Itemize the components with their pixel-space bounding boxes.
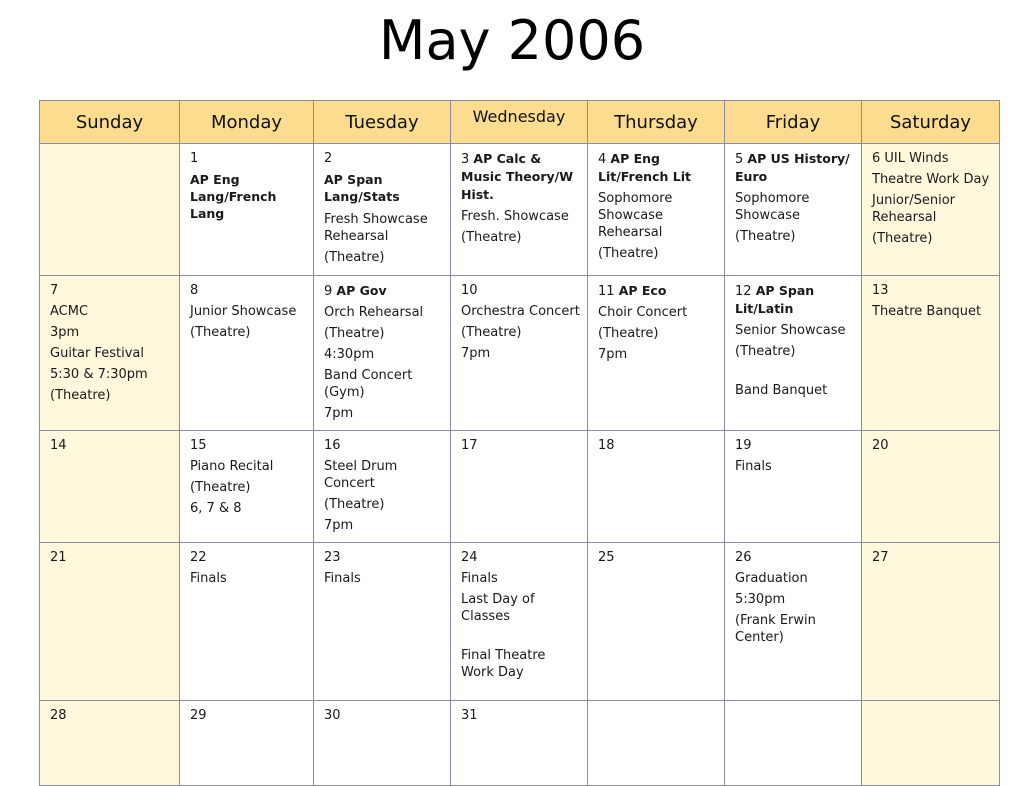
day-cell	[180, 144, 314, 276]
spacer	[461, 629, 581, 647]
event-text: (Theatre)	[190, 325, 251, 340]
day-cell	[725, 543, 862, 701]
day-cell	[725, 701, 862, 786]
event-text: (Theatre)	[50, 388, 111, 403]
calendar-grid	[39, 100, 1000, 786]
day-number	[598, 282, 718, 300]
day-number: 19	[735, 438, 752, 453]
event-text: 5:30pm	[735, 592, 786, 607]
day-number	[324, 282, 444, 300]
day-header-thursday: Thursday	[588, 101, 725, 144]
day-cell	[40, 431, 180, 543]
event-text: 6, 7 & 8	[190, 501, 242, 516]
event-text: Steel Drum Concert	[324, 459, 398, 491]
day-cell	[725, 144, 862, 276]
day-number: 20	[872, 438, 889, 453]
event-text: Finals	[461, 571, 498, 586]
week-row	[40, 276, 1000, 431]
day-header-saturday: Saturday	[862, 101, 1000, 144]
day-number: 30	[324, 708, 341, 723]
exam-label: AP Calc & Music Theory/W Hist.	[461, 151, 573, 202]
day-number: 17	[461, 438, 478, 453]
day-cell	[180, 543, 314, 701]
day-cell	[725, 276, 862, 431]
event-text: Guitar Festival	[50, 346, 144, 361]
event-text: 4:30pm	[324, 347, 375, 362]
day-cell	[588, 144, 725, 276]
day-number: 6 UIL Winds	[872, 151, 949, 166]
day-number: 26	[735, 550, 752, 565]
event-text: Finals	[324, 571, 361, 586]
day-number	[735, 150, 855, 186]
week-row	[40, 144, 1000, 276]
day-header-wednesday: Wednesday	[451, 101, 588, 144]
day-cell	[862, 431, 1000, 543]
day-number: 13	[872, 283, 889, 298]
day-header-friday: Friday	[725, 101, 862, 144]
day-cell	[314, 276, 451, 431]
day-cell	[588, 543, 725, 701]
event-text: Senior Showcase	[735, 323, 846, 338]
day-cell	[862, 701, 1000, 786]
day-header-tuesday: Tuesday	[314, 101, 451, 144]
event-text: (Theatre)	[324, 326, 385, 341]
day-number	[735, 282, 855, 318]
day-cell	[588, 431, 725, 543]
event-text: Orchestra Concert	[461, 304, 580, 319]
event-text: AP Eng Lang/French Lang	[190, 172, 277, 221]
day-number-text: 12	[735, 284, 756, 299]
day-number-text: 11	[598, 284, 619, 299]
day-number: 29	[190, 708, 207, 723]
day-header-monday: Monday	[180, 101, 314, 144]
day-cell	[588, 276, 725, 431]
exam-label: AP US History/ Euro	[735, 151, 850, 184]
day-number: 14	[50, 438, 67, 453]
day-number: 2	[324, 151, 333, 166]
day-cell	[40, 144, 180, 276]
day-cell	[588, 701, 725, 786]
event-text: Piano Recital	[190, 459, 274, 474]
day-cell	[40, 701, 180, 786]
day-cell	[862, 543, 1000, 701]
event-text: Junior Showcase	[190, 304, 297, 319]
day-cell	[40, 276, 180, 431]
event-text: (Theatre)	[461, 230, 522, 245]
day-cell	[451, 543, 588, 701]
day-cell	[725, 431, 862, 543]
spacer	[735, 364, 855, 382]
event-text: Graduation	[735, 571, 808, 586]
event-text: Theatre Work Day	[872, 172, 990, 187]
event-text: 7pm	[461, 346, 491, 361]
day-number: 1	[190, 151, 199, 166]
day-number: 18	[598, 438, 615, 453]
event-text: Sophomore Showcase	[735, 191, 810, 223]
day-cell	[314, 144, 451, 276]
event-text: Choir Concert	[598, 305, 688, 320]
day-number	[598, 150, 718, 186]
event-text: Band Banquet	[735, 383, 828, 398]
week-row	[40, 543, 1000, 701]
event-text: (Theatre)	[190, 480, 251, 495]
day-cell	[451, 276, 588, 431]
day-number	[461, 150, 581, 204]
event-text: (Theatre)	[324, 250, 385, 265]
event-text: AP Span Lang/Stats	[324, 172, 400, 204]
day-number-text: 5	[735, 152, 748, 167]
event-text: 3pm	[50, 325, 80, 340]
week-row	[40, 701, 1000, 786]
event-text: Fresh. Showcase	[461, 209, 569, 224]
day-cell	[862, 276, 1000, 431]
event-text: Finals	[190, 571, 227, 586]
day-number: 27	[872, 550, 889, 565]
day-number: 21	[50, 550, 67, 565]
exam-label: AP Eco	[618, 283, 667, 298]
day-number-text: 9	[324, 284, 337, 299]
event-text: (Theatre)	[598, 246, 659, 261]
day-cell	[862, 144, 1000, 276]
event-text: (Theatre)	[735, 344, 796, 359]
day-cell	[314, 543, 451, 701]
event-text: (Theatre)	[735, 229, 796, 244]
day-cell	[40, 543, 180, 701]
page-title: May 2006	[378, 9, 646, 72]
day-header-sunday: Sunday	[40, 101, 180, 144]
event-text: 7pm	[598, 347, 628, 362]
day-number: 10	[461, 283, 478, 298]
event-text: ACMC	[50, 304, 89, 319]
day-cell	[180, 701, 314, 786]
day-number: 8	[190, 283, 199, 298]
day-number: 31	[461, 708, 478, 723]
day-number: 25	[598, 550, 615, 565]
event-text: 5:30 & 7:30pm	[50, 367, 148, 382]
event-text: Fresh Showcase Rehearsal	[324, 212, 428, 244]
event-text: Finals	[735, 459, 772, 474]
event-text: Junior/Senior Rehearsal	[872, 193, 956, 225]
event-text: Theatre Banquet	[872, 304, 982, 319]
event-text: (Theatre)	[872, 231, 933, 246]
day-cell	[180, 276, 314, 431]
day-number: 15	[190, 438, 207, 453]
day-number: 22	[190, 550, 207, 565]
day-cell	[451, 431, 588, 543]
day-cell	[314, 701, 451, 786]
day-number: 23	[324, 550, 341, 565]
day-cell	[180, 431, 314, 543]
weekday-header-row	[40, 101, 1000, 144]
day-number: 7	[50, 283, 59, 298]
day-number-text: 3	[461, 152, 474, 167]
event-text: (Frank Erwin Center)	[735, 613, 816, 645]
event-text: (Theatre)	[324, 497, 385, 512]
day-number-text: 4	[598, 152, 611, 167]
exam-label: AP Gov	[336, 283, 387, 298]
exam-label: AP Span Lit/Latin	[735, 283, 815, 316]
day-number: 28	[50, 708, 67, 723]
event-text: Orch Rehearsal	[324, 305, 424, 320]
event-text: Final Theatre Work Day	[461, 648, 546, 680]
event-text: Band Concert (Gym)	[324, 368, 413, 400]
event-text: Last Day of Classes	[461, 592, 535, 624]
day-cell	[451, 144, 588, 276]
event-text: (Theatre)	[461, 325, 522, 340]
event-text: Sophomore Showcase Rehearsal	[598, 191, 673, 240]
day-number: 24	[461, 550, 478, 565]
day-cell	[451, 701, 588, 786]
week-row	[40, 431, 1000, 543]
day-cell	[314, 431, 451, 543]
exam-label: AP Eng Lit/French Lit	[598, 151, 691, 184]
event-text: (Theatre)	[598, 326, 659, 341]
event-text: 7pm	[324, 518, 354, 533]
event-text: 7pm	[324, 406, 354, 421]
day-number: 16	[324, 438, 341, 453]
